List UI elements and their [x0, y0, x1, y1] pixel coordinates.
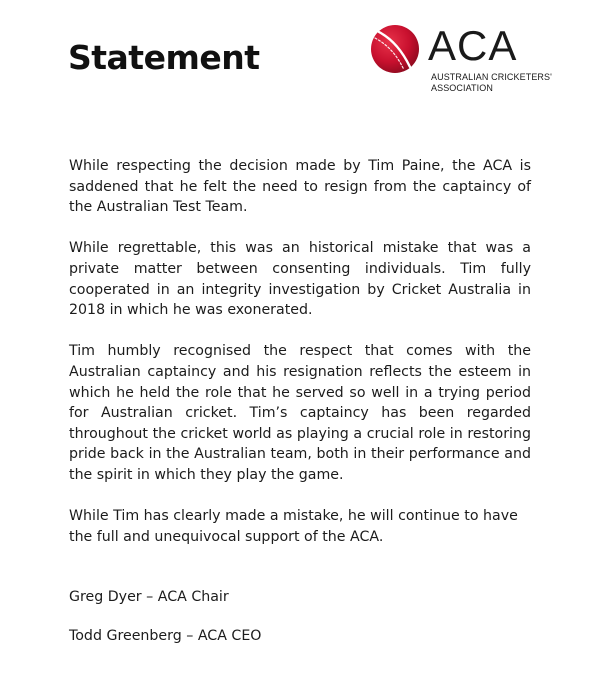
statement-body: [69, 156, 531, 568]
logo-subtitle: [431, 72, 561, 94]
aca-logo: [370, 22, 560, 100]
paragraph-1: While respecting the decision made by Tim Paine, the ACA is saddened that he felt the need to resign from the captaincy of the Australian Test Team.: [69, 158, 531, 216]
paragraph-2: While regrettable, this was an historical mistake that was a private matter between consenting individuals. Tim fully cooperated in an integrity investigation by Cricket Australia in 2018 in which he was exonerated.: [69, 240, 531, 319]
logo-abbreviation: ACA: [428, 22, 518, 69]
cricket-ball-icon: [370, 24, 420, 74]
paragraph-3: Tim humbly recognised the respect that comes with the Australian captaincy and his resignation reflects the esteem in which he held the role that he served so well in a trying period for Australian cricket. Tim’s captaincy has been regarded throughout the cricket world as playing a crucial role in restoring pride back in the Australian team, both in their performance and the spirit in which they play the game.: [69, 343, 531, 483]
logo-subtitle-line-1: AUSTRALIAN CRICKETERS': [431, 72, 552, 82]
signature-chair: Greg Dyer – ACA Chair: [69, 589, 229, 605]
signature-ceo: Todd Greenberg – ACA CEO: [69, 628, 262, 644]
page-title: Statement: [68, 38, 260, 77]
logo-subtitle-line-2: ASSOCIATION: [431, 83, 493, 93]
paragraph-4: While Tim has clearly made a mistake, he will continue to have the full and unequivocal support of the ACA.: [69, 508, 518, 545]
